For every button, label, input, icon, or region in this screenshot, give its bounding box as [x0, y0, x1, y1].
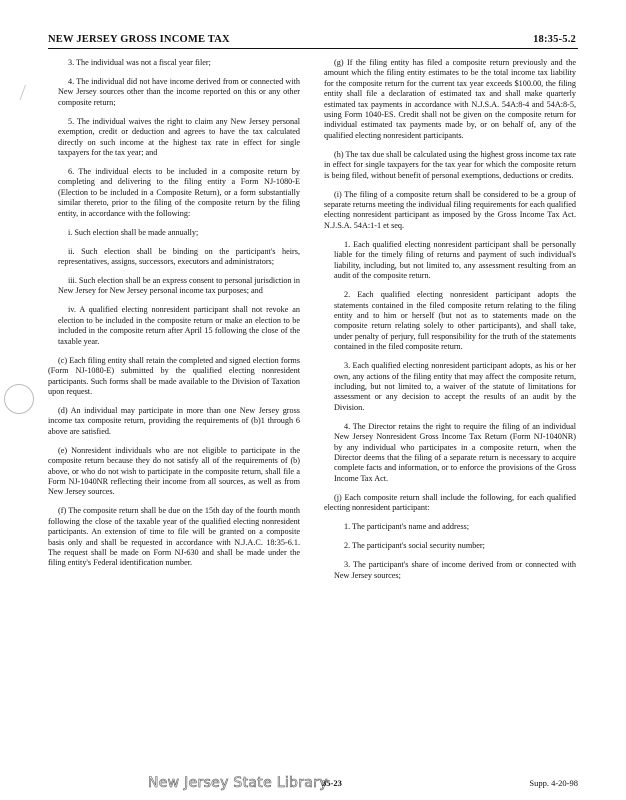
clause-i-2: 2. Each qualified electing nonresident participant adopts the statements contained in the filed composite return relating to the filing entity and to him or herself (but not as to statements made on the composite return relating solely to other participants), and shall take, under penalty of perjury, full responsibility for the truth of the statements contained in the filed composite return.	[334, 290, 576, 352]
clause-b-6-i: i. Such election shall be made annually;	[68, 227, 199, 237]
clause-b-6: 6. The individual elects to be included in a composite return by completing and delivering to the filing entity a Form NJ-1080-E (Election to be included in a Composite Return), or a form substantially similar thereto, prior to the filing of the composite return by the filing entity, in accordance with the following:	[58, 167, 300, 218]
binder-hole-mark	[4, 384, 34, 414]
clause-b-6-iv: iv. A qualified electing nonresident participant shall not revoke an election to be included in the composite return or make an election to be included in the composite return after April 15 following the close of the taxable year.	[58, 305, 300, 346]
clause-i-3: 3. Each qualified electing nonresident participant adopts, as his or her own, any actions of the filing entity that may affect the composite return, including, but not limited to, a waiver of the statute of limitations for assessment or any decision to accept the results of an audit by the Division.	[334, 361, 576, 412]
library-watermark: New Jersey State Library	[148, 775, 328, 791]
right-column	[324, 58, 576, 590]
paragraph-j: (j) Each composite return shall include the following, for each qualified electing nonresident participant:	[324, 492, 576, 513]
clause-b-4: 4. The individual did not have income derived from or connected with New Jersey sources other than the income reported on this or any other composite return;	[58, 77, 300, 107]
page-number: 35-23	[322, 778, 342, 788]
paragraph-i: (i) The filing of a composite return shall be considered to be a group of separate returns meeting the individual filing requirements for each qualified electing nonresident participant as imposed by the Gross Income Tax Act. N.J.S.A. 54A:1-1 et seq.	[324, 189, 576, 230]
header-title: NEW JERSEY GROSS INCOME TAX	[48, 34, 230, 45]
margin-mark	[20, 85, 36, 104]
header-rule	[48, 48, 578, 49]
page-footer	[0, 775, 626, 794]
clause-j-3: 3. The participant's share of income derived from or connected with New Jersey sources;	[334, 560, 576, 580]
clause-b-5: 5. The individual waives the right to claim any New Jersey personal exemption, credit or deduction and agrees to have the tax calculated directly on such income at the highest tax rate in effect for single taxpayers for the tax year; and	[58, 116, 300, 158]
paragraph-d: (d) An individual may participate in more than one New Jersey gross income tax composite return, providing the requirements of (b)1 through 6 above are satisfied.	[48, 405, 300, 436]
clause-b-6-iii: iii. Such election shall be an express consent to personal jurisdiction in New Jersey for New Jersey personal income tax purposes; and	[58, 276, 300, 296]
paragraph-h: (h) The tax due shall be calculated using the highest gross income tax rate in effect for single taxpayers for the tax year for which the composite return is being filed, without benefit of personal exemptions, deductions or credits.	[324, 149, 576, 180]
clause-b-6-ii: ii. Such election shall be binding on the participant's heirs, representatives, assigns, successors, executors and administrators;	[58, 246, 300, 267]
paragraph-g: (g) If the filing entity has filed a composite return previously and the amount which the filing entity estimates to be the total income tax liability for the composite return for the current tax year exceeds $100.00, the filing entity shall file a declaration of estimated tax and shall make quarterly estimated tax payments in accordance with N.J.S.A. 54A:8-4 and 54A:8-5, using Form 1040-ES. Credit shall not be given on the composite return for individual estimated tax payments made by, or on behalf of, any of the qualified electing nonresident participants.	[324, 58, 576, 140]
supplement-date: Supp. 4-20-98	[529, 778, 578, 788]
header-section-number: 18:35-5.2	[533, 34, 576, 45]
clause-b-3: 3. The individual was not a fiscal year filer;	[68, 58, 211, 67]
clause-j-1: 1. The participant's name and address;	[344, 522, 470, 532]
paragraph-e: (e) Nonresident individuals who are not eligible to participate in the composite return because they do not satisfy all of the requirements of (b) above, or who do not wish to participate in the composite return, shall file a Form NJ-1040NR reflecting their income from all sources, as well as from New Jersey sources.	[48, 445, 300, 497]
clause-i-4: 4. The Director retains the right to require the filing of an individual New Jersey Nonresident Gross Income Tax Return (Form NJ-1040NR) by any individual who participates in a composite return, when the Director deems that the filing of a separate return is necessary to acquire complete facts and information, or to enforce the provisions of the Gross Income Tax Act.	[334, 421, 576, 483]
left-column	[48, 58, 300, 577]
paragraph-f: (f) The composite return shall be due on the 15th day of the fourth month following the close of the taxable year of the qualified electing nonresident participants. An extension of time to file will be granted on a composite basis only and shall be requested in accordance with N.J.A.C. 18:35-6.1. The request shall be made on Form NJ-630 and shall be made under the filing entity's Federal identification number.	[48, 506, 300, 568]
paragraph-c: (c) Each filing entity shall retain the completed and signed election forms (Form NJ-1080-E) submitted by the qualified electing nonresident participants. Such forms shall be made available to the Division of Taxation upon request.	[48, 355, 300, 396]
clause-i-1: 1. Each qualified electing nonresident participant shall be personally liable for the timely filing of returns and payment of such individual's liability, including, but not limited to, any assessment resulting from an audit of the composite return.	[334, 239, 576, 281]
clause-j-2: 2. The participant's social security number;	[344, 541, 485, 551]
